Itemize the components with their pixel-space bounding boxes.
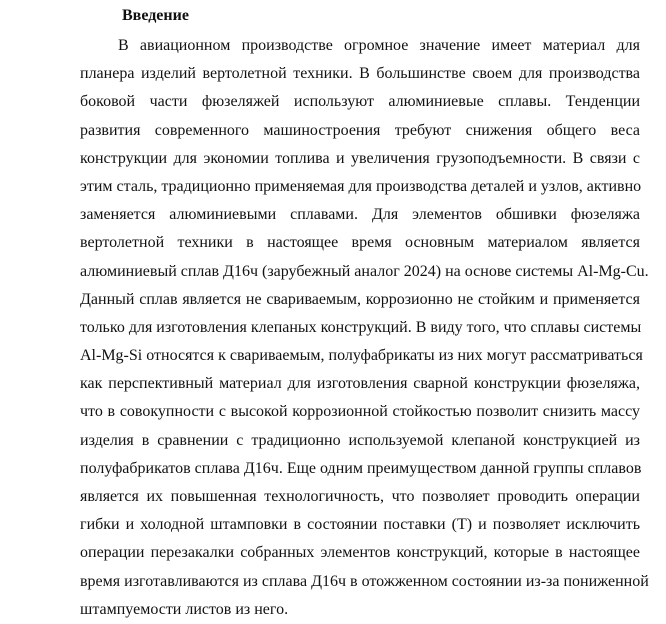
text-line: Al-Mg-Si относятся к свариваемым, полуфабрикаты из них могут рассматриваться xyxy=(80,347,643,365)
text-line: алюминиевый сплав Д16ч (зарубежный аналог 2024) на основе системы Al-Mg-Cu. xyxy=(80,262,649,280)
text-line: операции перезакалки собранных элементов конструкций, которые в настоящее xyxy=(80,544,640,562)
text-line: как перспективный материал для изготовления сварной конструкции фюзеляжа, xyxy=(80,375,640,393)
text-line: время изготавливаются из сплава Д16ч в отожженном состоянии из-за пониженной xyxy=(80,572,649,590)
text-line: Данный сплав является не свариваемым, коррозионно не стойким и применяется xyxy=(80,290,640,308)
text-line: вертолетной техники в настоящее время основным материалом является xyxy=(80,234,640,252)
text-line: конструкции для экономии топлива и увеличения грузоподъемности. В связи с xyxy=(80,149,640,167)
body-paragraph xyxy=(80,32,649,624)
section-heading: Введение xyxy=(122,7,189,24)
text-line: В авиационном производстве огромное значение имеет материал для xyxy=(118,37,640,54)
text-line: штампуемости листов из него. xyxy=(80,600,289,618)
text-line: полуфабрикатов сплава Д16ч. Еще одним преимуществом данной группы сплавов xyxy=(80,459,642,477)
text-line: заменяется алюминиевыми сплавами. Для элементов обшивки фюзеляжа xyxy=(80,206,640,224)
text-line: гибки и холодной штамповки в состоянии поставки (Т) и позволяет исключить xyxy=(80,516,640,534)
text-line: является их повышенная технологичность, что позволяет проводить операции xyxy=(80,488,640,505)
text-line: планера изделий вертолетной техники. В большинстве своем для производства xyxy=(80,65,640,83)
text-line: развития современного машиностроения требуют снижения общего веса xyxy=(80,121,640,139)
text-line: боковой части фюзеляжей используют алюминиевые сплавы. Тенденции xyxy=(80,93,640,111)
text-line: изделия в сравнении с традиционно используемой клепаной конструкцией из xyxy=(80,431,640,449)
text-line: этим сталь, традиционно применяемая для производства деталей и узлов, активно xyxy=(80,177,642,195)
text-line: что в совокупности с высокой коррозионной стойкостью позволит снизить массу xyxy=(80,403,640,421)
text-line: только для изготовления клепаных конструкций. В виду того, что сплавы системы xyxy=(80,318,642,336)
